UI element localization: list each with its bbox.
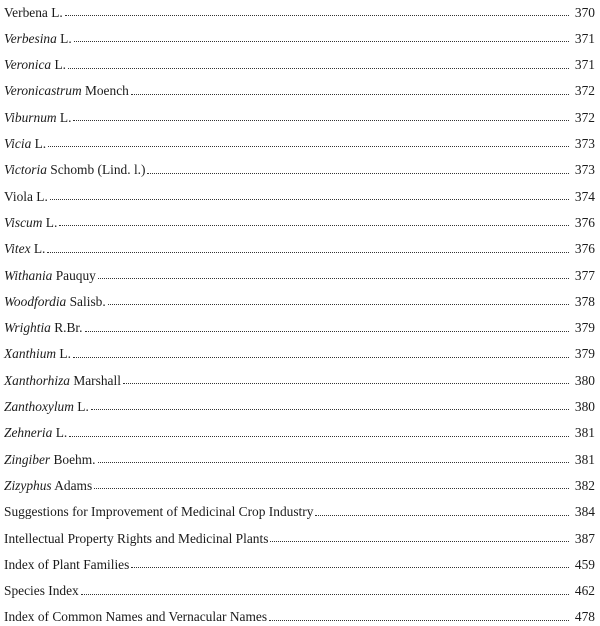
toc-entry	[4, 415, 595, 441]
toc-entry	[4, 152, 595, 178]
toc-entry	[4, 547, 595, 573]
dot-leader	[123, 383, 569, 384]
page-number: 462	[574, 583, 595, 599]
title-text: L.	[56, 346, 71, 362]
toc-entry-title	[4, 269, 96, 282]
title-text: Viola L.	[4, 188, 48, 204]
dot-leader	[91, 409, 569, 410]
toc-entry-title	[4, 137, 46, 150]
title-text: L.	[56, 30, 72, 46]
toc-entry-title	[4, 321, 83, 334]
toc-entry	[4, 126, 595, 152]
title-text: Moench	[81, 83, 129, 99]
title-text: L.	[51, 57, 66, 73]
toc-entry	[4, 205, 595, 231]
page-number: 382	[574, 477, 595, 493]
title-text: Intellectual Property Rights and Medicinal Plants	[4, 530, 269, 546]
toc-entry-title	[4, 111, 71, 124]
title-text: Marshall	[69, 372, 121, 388]
title-text: Index of Common Names and Vernacular Names	[4, 609, 268, 625]
page-number: 377	[574, 267, 595, 283]
toc-entry-title	[4, 216, 57, 229]
genus-name: Zingiber	[4, 451, 51, 467]
toc-entry-title	[4, 84, 129, 97]
page-number: 371	[574, 57, 595, 73]
toc-entry-title	[4, 295, 106, 308]
dot-leader	[131, 567, 569, 568]
title-text: L.	[56, 109, 72, 125]
toc-entry-title	[4, 190, 48, 203]
toc-entry	[4, 494, 595, 520]
toc-entry-title	[4, 505, 313, 518]
toc-entry-title	[4, 242, 45, 255]
toc-entry	[4, 231, 595, 257]
toc-entry	[4, 600, 595, 626]
page-number: 381	[574, 425, 595, 441]
page-number: 372	[574, 83, 595, 99]
genus-name: Viscum	[4, 214, 43, 230]
genus-name: Xanthorhiza	[4, 372, 70, 388]
genus-name: Verbesina	[4, 30, 57, 46]
toc-entry	[4, 442, 595, 468]
toc-entry-title	[4, 58, 66, 71]
genus-name: Veronicastrum	[4, 83, 82, 99]
title-text: Suggestions for Improvement of Medicinal Crop Industry	[4, 504, 314, 520]
dot-leader	[315, 515, 569, 516]
page-number: 371	[574, 30, 595, 46]
page-number: 478	[574, 609, 595, 625]
dot-leader	[98, 278, 569, 279]
title-text: Pauquy	[52, 267, 96, 283]
genus-name: Zehneria	[4, 425, 53, 441]
toc-entry-title	[4, 6, 63, 19]
toc-entry-title	[4, 558, 129, 571]
toc-entry	[4, 521, 595, 547]
page-number: 459	[574, 556, 595, 572]
toc-entry-title	[4, 32, 72, 45]
toc-entry	[4, 284, 595, 310]
page-number: 379	[574, 320, 595, 336]
toc-entry	[4, 179, 595, 205]
genus-name: Zanthoxylum	[4, 399, 74, 415]
toc-entry-title	[4, 347, 71, 360]
page-number: 373	[574, 162, 595, 178]
title-text: Boehm.	[50, 451, 96, 467]
dot-leader	[69, 436, 569, 437]
title-text: Salisb.	[66, 293, 106, 309]
dot-leader	[269, 620, 569, 621]
toc-entry-title	[4, 453, 96, 466]
dot-leader	[81, 594, 569, 595]
page-number: 376	[574, 214, 595, 230]
title-text: L.	[73, 399, 89, 415]
page-number: 379	[574, 346, 595, 362]
page-number: 370	[574, 4, 595, 20]
title-text: L.	[52, 425, 68, 441]
dot-leader	[65, 15, 569, 16]
toc-entry	[4, 573, 595, 599]
genus-name: Wrightia	[4, 320, 51, 336]
genus-name: Zizyphus	[4, 477, 52, 493]
toc-entry	[4, 0, 595, 21]
dot-leader	[50, 199, 569, 200]
page-number: 373	[574, 136, 595, 152]
toc-entry-title	[4, 400, 89, 413]
dot-leader	[131, 94, 569, 95]
page-number: 374	[574, 188, 595, 204]
dot-leader	[73, 357, 569, 358]
dot-leader	[94, 488, 569, 489]
dot-leader	[68, 68, 569, 69]
genus-name: Woodfordia	[4, 293, 67, 309]
title-text: R.Br.	[50, 320, 83, 336]
toc-entry	[4, 337, 595, 363]
toc-entry-title	[4, 479, 92, 492]
dot-leader	[147, 173, 569, 174]
dot-leader	[47, 252, 569, 253]
toc-entry	[4, 258, 595, 284]
page-number: 376	[574, 241, 595, 257]
title-text: L.	[30, 241, 46, 257]
toc-entry-title	[4, 610, 267, 623]
dot-leader	[48, 146, 569, 147]
page-number: 380	[574, 399, 595, 415]
toc-entry-title	[4, 584, 79, 597]
page-number: 384	[574, 504, 595, 520]
title-text: Index of Plant Families	[4, 556, 130, 572]
genus-name: Vicia	[4, 136, 32, 152]
dot-leader	[74, 41, 569, 42]
genus-name: Withania	[4, 267, 53, 283]
title-text: Species Index	[4, 583, 79, 599]
page-number: 378	[574, 293, 595, 309]
genus-name: Xanthium	[4, 346, 57, 362]
title-text: L.	[31, 136, 47, 152]
table-of-contents	[4, 0, 595, 626]
genus-name: Veronica	[4, 57, 52, 73]
genus-name: Victoria	[4, 162, 47, 178]
toc-entry	[4, 100, 595, 126]
genus-name: Vitex	[4, 241, 31, 257]
page-number: 372	[574, 109, 595, 125]
page-number: 387	[574, 530, 595, 546]
toc-entry	[4, 21, 595, 47]
toc-entry	[4, 389, 595, 415]
toc-entry	[4, 74, 595, 100]
page-number: 381	[574, 451, 595, 467]
toc-entry-title	[4, 426, 67, 439]
toc-entry	[4, 363, 595, 389]
dot-leader	[59, 225, 569, 226]
dot-leader	[73, 120, 569, 121]
toc-entry	[4, 310, 595, 336]
genus-name: Viburnum	[4, 109, 57, 125]
title-text: Schomb (Lind. l.)	[46, 162, 146, 178]
toc-entry	[4, 468, 595, 494]
dot-leader	[108, 304, 569, 305]
title-text: L.	[42, 214, 58, 230]
toc-entry-title	[4, 163, 145, 176]
title-text: Verbena L.	[4, 4, 63, 20]
toc-entry-title	[4, 532, 268, 545]
dot-leader	[85, 331, 569, 332]
page-number: 380	[574, 372, 595, 388]
toc-entry-title	[4, 374, 121, 387]
toc-entry	[4, 47, 595, 73]
dot-leader	[270, 541, 569, 542]
title-text: Adams	[51, 477, 93, 493]
dot-leader	[98, 462, 569, 463]
